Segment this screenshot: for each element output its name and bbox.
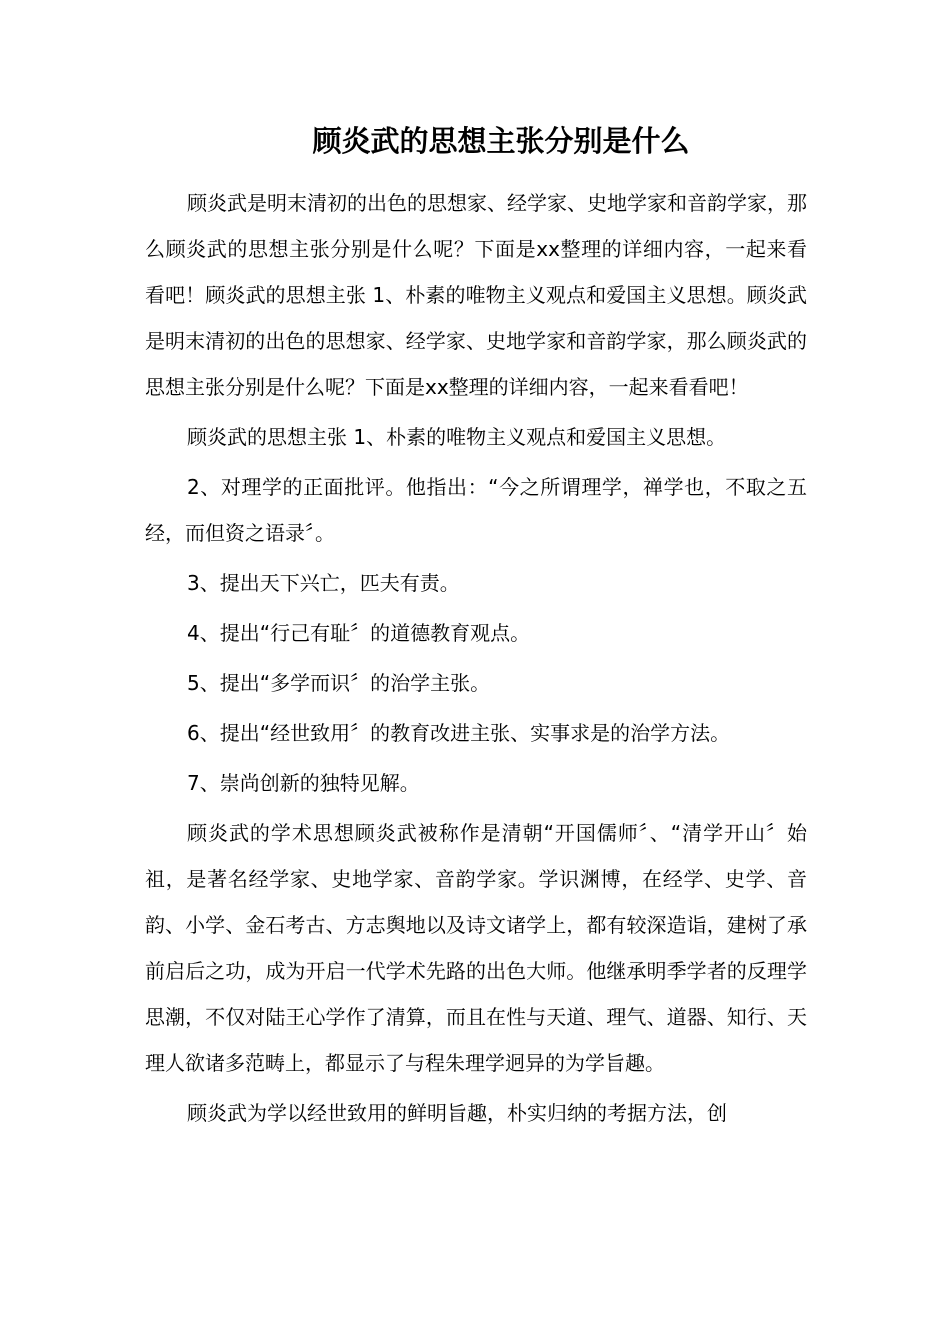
- document-body: [145, 180, 807, 1140]
- paragraph: 3、提出天下兴亡，匹夫有责。: [187, 571, 460, 595]
- paragraph: 顾炎武为学以经世致用的鲜明旨趣，朴实归纳的考据方法，创: [187, 1101, 727, 1125]
- paragraph: 6、提出“经世致用〞的教育改进主张、实事求是的治学方法。: [187, 721, 731, 745]
- paragraph: 顾炎武的学术思想顾炎武被称作是清朝“开国儒师〞、“清学开山〞始祖，是著名经学家、史地学家、音韵学家。学识渊博，在经学、史学、音韵、小学、金石考古、方志舆地以及诗文诸学上，都有较深造诣，建树了承前启后之功，成为开启一代学术先路的出色大师。他继承明季学者的反理学思潮，不仅对陆王心学作了清算，而且在性与天道、理气、道器、知行、天理人欲诸多范畴上，都显示了与程朱理学迥异的为学旨趣。: [145, 821, 807, 1075]
- paragraph: 7、崇尚创新的独特见解。: [187, 771, 420, 795]
- paragraph: 2、对理学的正面批评。他指出：“今之所谓理学，禅学也，不取之五经，而但资之语录〞。: [145, 475, 807, 545]
- paragraph: 5、提出“多学而识〞的治学主张。: [187, 671, 491, 695]
- paragraph: 顾炎武是明末清初的出色的思想家、经学家、史地学家和音韵学家，那么顾炎武的思想主张分别是什么呢？下面是xx整理的详细内容，一起来看看吧！顾炎武的思想主张 1、朴素的唯物主义观点和爱国主义思想。顾炎武是明末清初的出色的思想家、经学家、史地学家和音韵学家，那么顾炎武的思想主张分别是什么呢？下面是xx整理的详细内容，一起来看看吧！: [145, 191, 807, 399]
- document-title: 顾炎武的思想主张分别是什么: [312, 124, 690, 158]
- paragraph: 4、提出“行己有耻〞的道德教育观点。: [187, 621, 531, 645]
- paragraph: 顾炎武的思想主张 1、朴素的唯物主义观点和爱国主义思想。: [187, 425, 727, 449]
